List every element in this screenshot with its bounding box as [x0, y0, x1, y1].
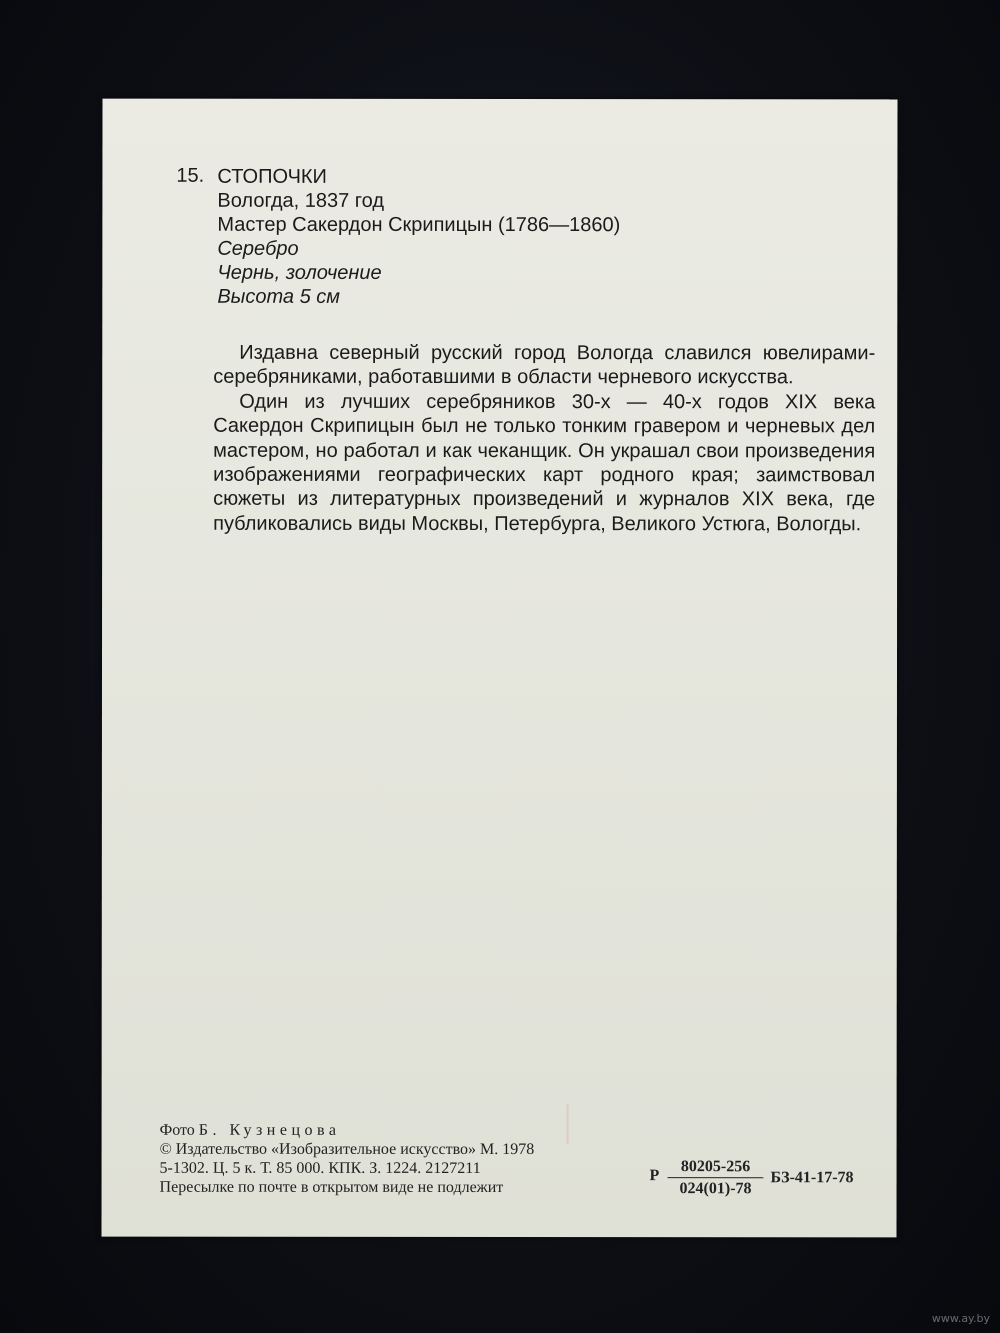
caption-block: [176, 164, 836, 308]
index-code: БЗ-41-17-78: [770, 1169, 854, 1187]
postcard-back: [102, 99, 898, 1238]
postal-note: Пересылке по почте в открытом виде не подлежит: [159, 1178, 504, 1197]
index-denominator: 024(01)-78: [679, 1180, 752, 1198]
description-paragraph-2: Один из лучших серебряников 30-х — 40-х годов XIX века Сакердон Скрипицын был не только тонким гравером и черневых дел мастером, но работал и как чеканщик. Он украшал свои произведения изображениями географических карт родного края; заимствовал сюжеты из литературных произведений и журналов XIX века, где публиковались виды Москвы, Петербурга, Великого Устюга, Вологды.: [213, 390, 876, 536]
copyright-line: © Издательство «Изобразительное искусство» М. 1978: [159, 1140, 535, 1159]
site-watermark: www.ay.by: [931, 1312, 990, 1325]
index-prefix: Р: [649, 1167, 660, 1185]
photo-label: Фото: [159, 1121, 195, 1139]
caption-lines: [217, 165, 620, 309]
technique: Чернь, золочение: [217, 261, 382, 284]
item-height: Высота 5 см: [217, 285, 341, 308]
material: Серебро: [217, 237, 299, 260]
item-title: СТОПОЧКИ: [217, 165, 327, 188]
master-name: Мастер Сакердон Скрипицын (1786—1860): [217, 213, 621, 237]
photo-author: Б. Кузнецова: [198, 1121, 341, 1139]
description-paragraph-1: Издавна северный русский город Вологда славился ювелирами-серебряниками, работавшими в области черневого искусства.: [213, 341, 876, 389]
description: [213, 341, 875, 537]
place-year: Вологда, 1837 год: [217, 189, 385, 212]
index-numerator: 80205-256: [668, 1158, 764, 1178]
item-number: 15.: [176, 164, 205, 187]
print-info: 5-1302. Ц. 5 к. Т. 85 000. КПК. З. 1224. 2127211: [159, 1159, 481, 1177]
index-fraction: [668, 1158, 764, 1198]
photo-credit: [160, 1121, 860, 1141]
